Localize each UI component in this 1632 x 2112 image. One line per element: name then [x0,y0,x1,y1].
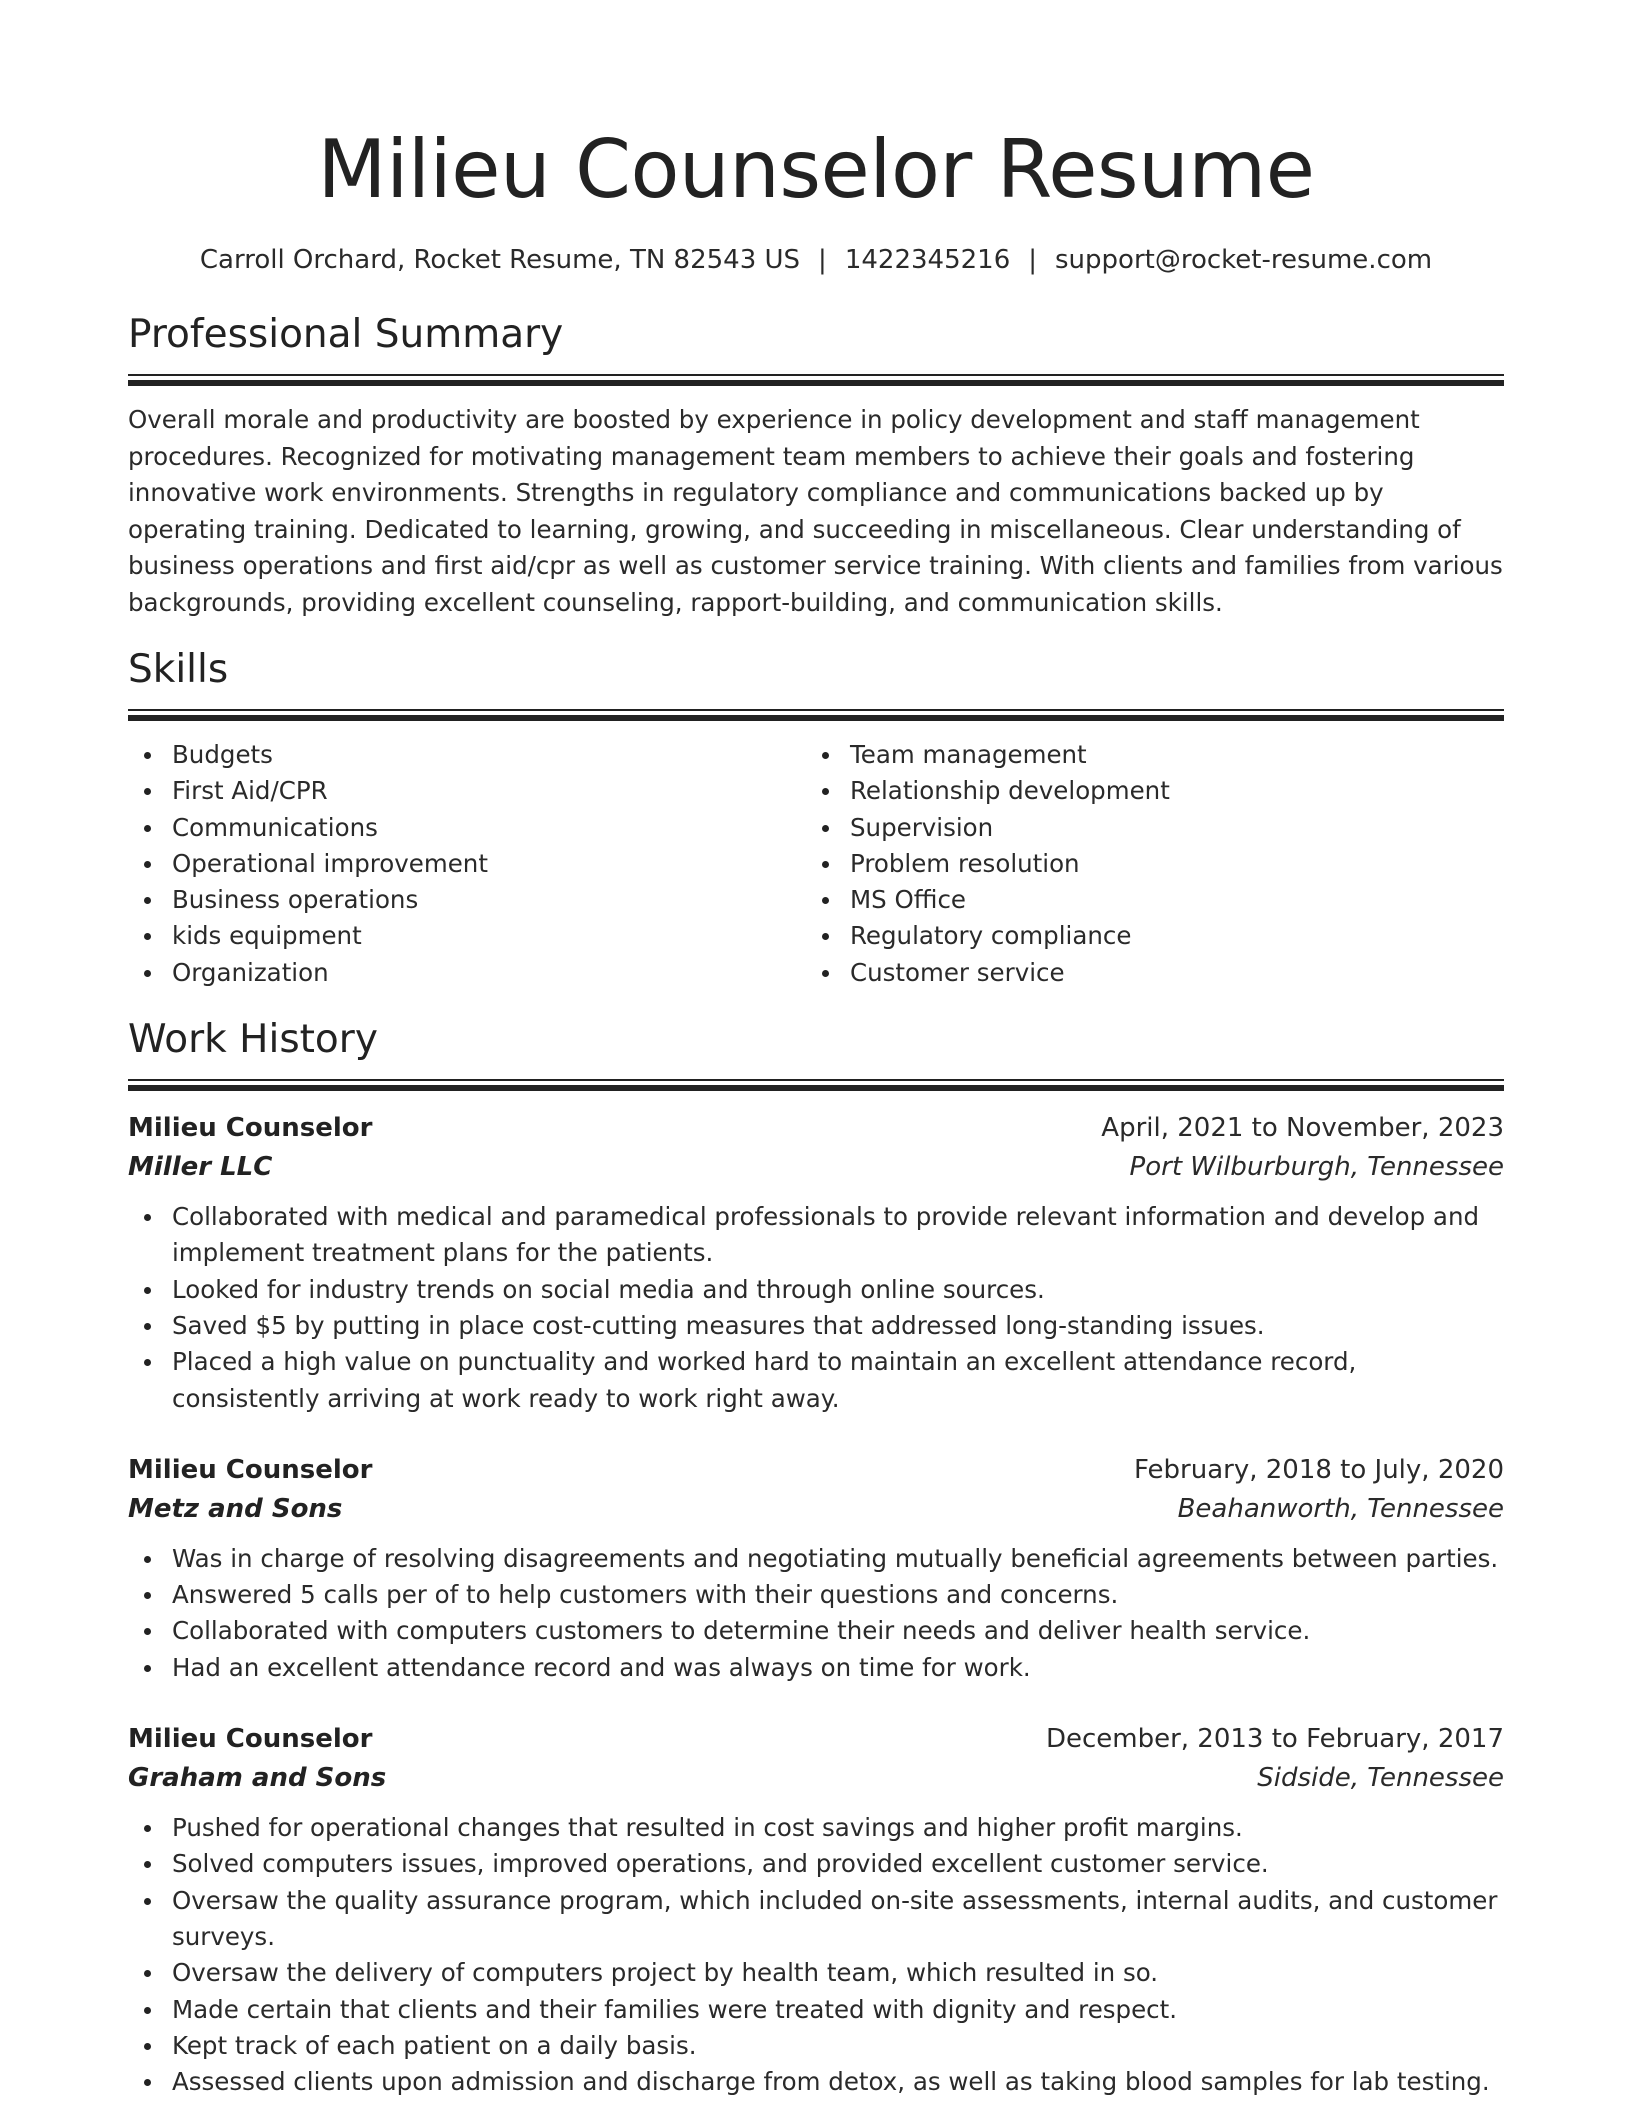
skill-item: Relationship development [806,773,1484,809]
job-responsibilities [128,1199,1504,1417]
skills-list-right [806,737,1484,991]
skill-item: Business operations [128,882,806,918]
job-bullet: Oversaw the quality assurance program, which included on-site assessments, internal audits, and customer surveys. [128,1883,1504,1956]
skill-item: Customer service [806,955,1484,991]
job-bullet: Had an excellent attendance record and was always on time for work. [128,1650,1504,1686]
skill-item: Communications [128,810,806,846]
job-bullet: Saved $5 by putting in place cost-cutting measures that addressed long-standing issues. [128,1308,1504,1344]
job-company: Metz and Sons [128,1493,343,1524]
job-bullet: Pushed for operational changes that resulted in cost savings and higher profit margins. [128,1810,1504,1846]
section-divider [128,1079,1504,1091]
job-subheader [128,1489,1504,1529]
resume-title: Milieu Counselor Resume [317,123,1315,216]
contact-separator: | [818,245,827,275]
job-header [128,1451,1504,1489]
job-responsibilities [128,1810,1504,2100]
job-dates: February, 2018 to July, 2020 [1134,1454,1504,1485]
job-bullet: Answered 5 calls per of to help customers with their questions and concerns. [128,1577,1504,1613]
skill-item: Problem resolution [806,846,1484,882]
contact-line [128,242,1504,278]
skill-item: Team management [806,737,1484,773]
contact-phone: 1422345216 [844,245,1011,275]
job-entry [128,1109,1504,1417]
job-bullet: Was in charge of resolving disagreements and negotiating mutually beneficial agreements between parties. [128,1541,1504,1577]
section-divider [128,709,1504,721]
job-company: Graham and Sons [128,1763,387,1794]
skill-item: Operational improvement [128,846,806,882]
skill-item: MS Office [806,882,1484,918]
job-entry [128,1451,1504,1686]
job-header [128,1109,1504,1147]
skill-item: Regulatory compliance [806,918,1484,954]
job-header [128,1720,1504,1758]
job-location: Beahanworth, Tennessee [1177,1493,1504,1524]
job-responsibilities [128,1541,1504,1686]
section-heading-skills: Skills [128,647,229,692]
skill-item: First Aid/CPR [128,773,806,809]
job-bullet: Oversaw the delivery of computers project by health team, which resulted in so. [128,1955,1504,1991]
skills-section [128,645,1504,991]
job-company: Miller LLC [128,1152,273,1183]
job-dates: April, 2021 to November, 2023 [1101,1113,1504,1144]
job-title: Milieu Counselor [128,1724,373,1755]
job-location: Port Wilburburgh, Tennessee [1129,1152,1504,1183]
job-bullet: Looked for industry trends on social media and through online sources. [128,1272,1504,1308]
job-bullet: Placed a high value on punctuality and worked hard to maintain an excellent attendance record, consistently arriving at work ready to work right away. [128,1344,1504,1417]
job-bullet: Assessed clients upon admission and discharge from detox, as well as taking blood samples for lab testing. [128,2064,1504,2100]
skill-item: Supervision [806,810,1484,846]
job-bullet: Kept track of each patient on a daily basis. [128,2028,1504,2064]
section-heading-work-history: Work History [128,1017,378,1063]
job-subheader [128,1147,1504,1187]
job-bullet: Made certain that clients and their families were treated with dignity and respect. [128,1992,1504,2028]
skill-item: kids equipment [128,918,806,954]
job-entry [128,1720,1504,2100]
skill-item: Budgets [128,737,806,773]
section-divider [128,374,1504,386]
contact-separator: | [1028,245,1037,275]
job-bullet: Collaborated with medical and paramedical professionals to provide relevant information and develop and implement treatment plans for the patients. [128,1199,1504,1272]
skills-list-left [128,737,806,991]
section-heading-summary: Professional Summary [128,312,564,357]
summary-paragraph: Overall morale and productivity are boosted by experience in policy development and staff management procedures. Recognized for motivating management team members to achieve their goals and fostering innovative work environments. Strengths in regulatory compliance and communications backed up by operating training. Dedicated to learning, growing, and succeeding in miscellaneous. Clear understanding of business operations and first aid/cpr as well as customer service training. With clients and families from various backgrounds, providing excellent counseling, rapport-building, and communication skills. [128,405,1503,617]
contact-address: Carroll Orchard, Rocket Resume, TN 82543 US [199,245,801,275]
job-bullet: Solved computers issues, improved operations, and provided excellent customer service. [128,1846,1504,1882]
skill-item: Organization [128,955,806,991]
job-title: Milieu Counselor [128,1454,373,1485]
job-dates: December, 2013 to February, 2017 [1045,1724,1504,1755]
contact-email: support@rocket-resume.com [1055,245,1433,275]
work-history-section [128,1015,1504,2100]
summary-section [128,310,1504,621]
job-bullet: Collaborated with computers customers to determine their needs and deliver health service. [128,1613,1504,1649]
skills-columns [128,737,1504,991]
job-list [128,1109,1504,2100]
job-subheader [128,1758,1504,1798]
job-title: Milieu Counselor [128,1113,373,1144]
job-location: Sidside, Tennessee [1257,1763,1504,1794]
